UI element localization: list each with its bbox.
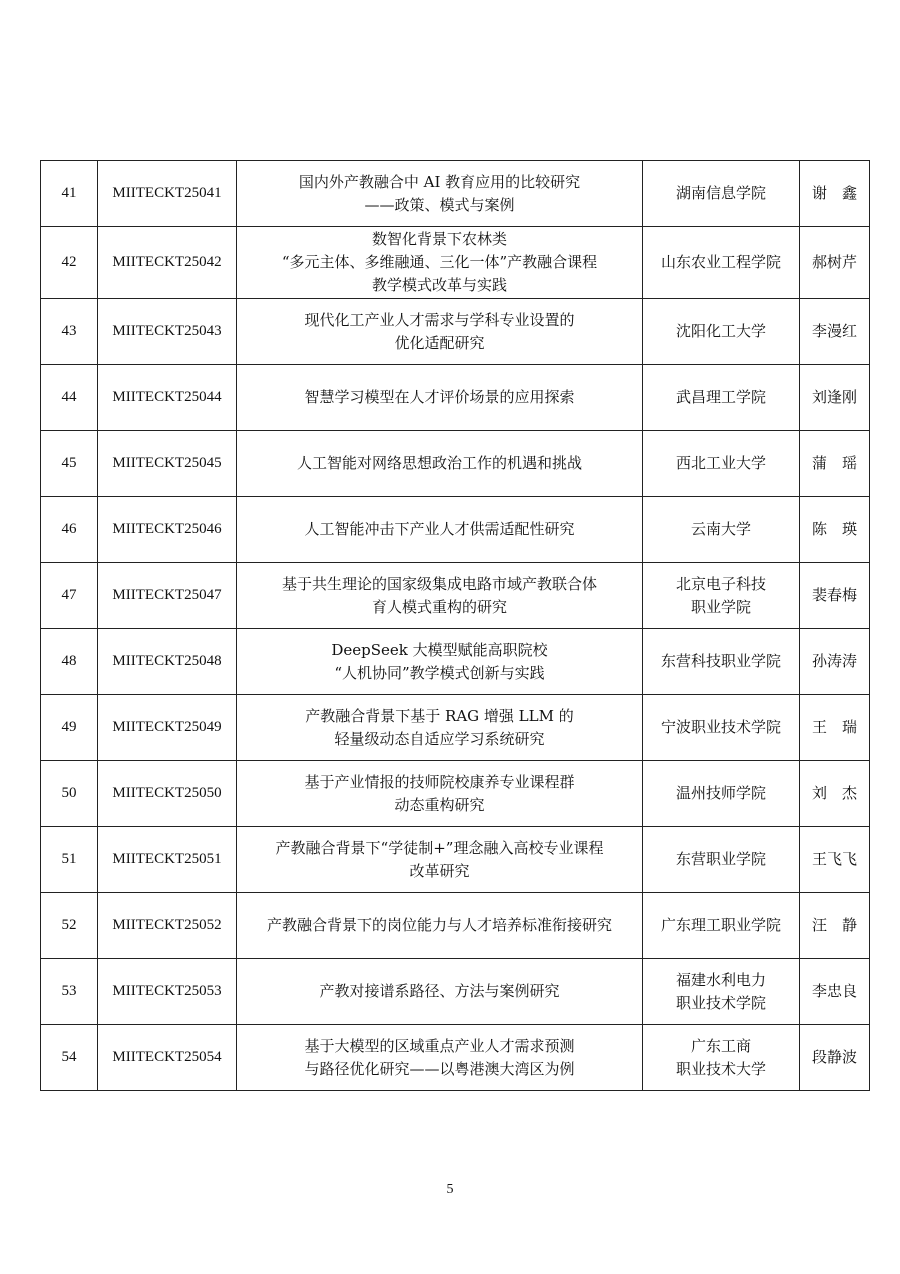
table-row — [41, 365, 870, 431]
institution — [643, 695, 800, 761]
project-title-line: 人工智能对网络思想政治工作的机遇和挑战 — [296, 454, 582, 472]
institution-line: 东营科技职业学院 — [660, 652, 781, 670]
institution — [643, 1025, 800, 1091]
project-title-line: “多元主体、多维融通、三化一体”产教融合课程 — [281, 253, 598, 271]
project-title-line: 改革研究 — [409, 861, 470, 880]
row-number: 47 — [41, 563, 98, 629]
table-row — [41, 299, 870, 365]
project-title-line: 与路径优化研究——以粤港澳大湾区为例 — [304, 1059, 575, 1078]
project-title-line: 育人模式重构的研究 — [371, 597, 507, 616]
project-title — [237, 365, 643, 431]
project-title — [237, 629, 643, 695]
project-title-line: 轻量级动态自适应学习系统研究 — [334, 729, 545, 748]
table-row — [41, 1025, 870, 1091]
project-title-line: 产教融合背景下“学徒制+”理念融入高校专业课程 — [275, 838, 604, 857]
project-title-line: 教学模式改革与实践 — [371, 276, 507, 294]
institution — [643, 227, 800, 299]
institution-line: 职业技术大学 — [675, 1059, 766, 1078]
row-number: 41 — [41, 161, 98, 227]
row-number: 54 — [41, 1025, 98, 1091]
project-code: MIITECKT25051 — [98, 827, 237, 893]
project-title-line: 基于共生理论的国家级集成电路市域产教联合体 — [281, 574, 597, 593]
institution-line: 宁波职业技术学院 — [660, 718, 781, 736]
row-number: 42 — [41, 227, 98, 299]
principal-investigator: 汪 静 — [800, 893, 870, 959]
institution — [643, 563, 800, 629]
project-title — [237, 227, 643, 299]
institution-line: 西北工业大学 — [675, 454, 766, 472]
project-code: MIITECKT25046 — [98, 497, 237, 563]
project-title — [237, 827, 643, 893]
row-number: 50 — [41, 761, 98, 827]
institution — [643, 959, 800, 1025]
project-code: MIITECKT25042 — [98, 227, 237, 299]
principal-investigator: 王 瑞 — [800, 695, 870, 761]
institution-line: 职业技术学院 — [675, 993, 766, 1012]
project-title — [237, 563, 643, 629]
table-row — [41, 563, 870, 629]
institution-line: 北京电子科技 — [675, 574, 766, 593]
project-title-line: 现代化工产业人才需求与学科专业设置的 — [304, 310, 575, 329]
institution — [643, 497, 800, 563]
project-title — [237, 431, 643, 497]
principal-investigator: 王飞飞 — [800, 827, 870, 893]
project-code: MIITECKT25049 — [98, 695, 237, 761]
principal-investigator: 段静波 — [800, 1025, 870, 1091]
project-title-line: 产教融合背景下的岗位能力与人才培养标准衔接研究 — [266, 916, 612, 934]
project-title-line: DeepSeek 大模型赋能高职院校 — [331, 640, 548, 659]
project-title-line: 产教融合背景下基于 RAG 增强 LLM 的 — [305, 706, 574, 725]
project-title-line: 智慧学习模型在人才评价场景的应用探索 — [304, 388, 575, 406]
principal-investigator: 郝树芹 — [800, 227, 870, 299]
principal-investigator: 谢 鑫 — [800, 161, 870, 227]
table-row — [41, 227, 870, 299]
project-code: MIITECKT25048 — [98, 629, 237, 695]
row-number: 51 — [41, 827, 98, 893]
project-title-line: 产教对接谱系路径、方法与案例研究 — [319, 982, 560, 1000]
project-title — [237, 299, 643, 365]
institution — [643, 827, 800, 893]
project-code: MIITECKT25043 — [98, 299, 237, 365]
institution-line: 云南大学 — [690, 520, 751, 538]
institution — [643, 299, 800, 365]
table-row — [41, 959, 870, 1025]
institution — [643, 761, 800, 827]
row-number: 49 — [41, 695, 98, 761]
institution-line: 山东农业工程学院 — [660, 253, 781, 271]
row-number: 43 — [41, 299, 98, 365]
page-number: 5 — [446, 1182, 454, 1197]
principal-investigator: 裴春梅 — [800, 563, 870, 629]
institution — [643, 365, 800, 431]
institution-line: 职业学院 — [690, 597, 751, 616]
table-row — [41, 893, 870, 959]
project-title-line: 人工智能冲击下产业人才供需适配性研究 — [304, 520, 575, 538]
project-table — [40, 160, 870, 1091]
institution-line: 广东理工职业学院 — [660, 916, 781, 934]
institution-line: 湖南信息学院 — [675, 184, 766, 202]
institution — [643, 629, 800, 695]
row-number: 48 — [41, 629, 98, 695]
project-title — [237, 959, 643, 1025]
table-row — [41, 761, 870, 827]
table-row — [41, 695, 870, 761]
project-code: MIITECKT25054 — [98, 1025, 237, 1091]
project-title-line: 数智化背景下农林类 — [371, 230, 507, 248]
principal-investigator: 李忠良 — [800, 959, 870, 1025]
principal-investigator: 孙涛涛 — [800, 629, 870, 695]
institution-line: 广东工商 — [690, 1036, 751, 1055]
principal-investigator: 刘 杰 — [800, 761, 870, 827]
project-code: MIITECKT25050 — [98, 761, 237, 827]
project-title — [237, 761, 643, 827]
principal-investigator: 刘逢刚 — [800, 365, 870, 431]
institution — [643, 161, 800, 227]
project-title-line: 基于产业情报的技师院校康养专业课程群 — [304, 772, 575, 791]
institution-line: 温州技师学院 — [675, 784, 766, 802]
project-title-line: 基于大模型的区域重点产业人才需求预测 — [304, 1036, 575, 1055]
project-title — [237, 1025, 643, 1091]
institution-line: 福建水利电力 — [675, 970, 766, 989]
project-title-line: 优化适配研究 — [394, 333, 485, 352]
row-number: 53 — [41, 959, 98, 1025]
project-title — [237, 893, 643, 959]
project-title-line: 动态重构研究 — [394, 795, 485, 814]
institution-line: 东营职业学院 — [675, 850, 766, 868]
table-row — [41, 497, 870, 563]
project-code: MIITECKT25052 — [98, 893, 237, 959]
project-code: MIITECKT25053 — [98, 959, 237, 1025]
project-title — [237, 695, 643, 761]
project-code: MIITECKT25041 — [98, 161, 237, 227]
project-title-line: 国内外产教融合中 AI 教育应用的比较研究 — [298, 172, 581, 191]
table-body — [41, 161, 870, 1091]
table-row — [41, 629, 870, 695]
row-number: 52 — [41, 893, 98, 959]
project-title-line: “人机协同”教学模式创新与实践 — [334, 663, 545, 682]
project-title — [237, 161, 643, 227]
project-code: MIITECKT25047 — [98, 563, 237, 629]
principal-investigator: 陈 瑛 — [800, 497, 870, 563]
project-title — [237, 497, 643, 563]
institution — [643, 893, 800, 959]
row-number: 45 — [41, 431, 98, 497]
table-row — [41, 431, 870, 497]
table-row — [41, 161, 870, 227]
principal-investigator: 李漫红 — [800, 299, 870, 365]
project-code: MIITECKT25044 — [98, 365, 237, 431]
project-title-line: ——政策、模式与案例 — [364, 195, 515, 214]
table-row — [41, 827, 870, 893]
principal-investigator: 蒲 瑶 — [800, 431, 870, 497]
row-number: 46 — [41, 497, 98, 563]
row-number: 44 — [41, 365, 98, 431]
project-code: MIITECKT25045 — [98, 431, 237, 497]
institution — [643, 431, 800, 497]
institution-line: 武昌理工学院 — [675, 388, 766, 406]
institution-line: 沈阳化工大学 — [675, 322, 766, 340]
